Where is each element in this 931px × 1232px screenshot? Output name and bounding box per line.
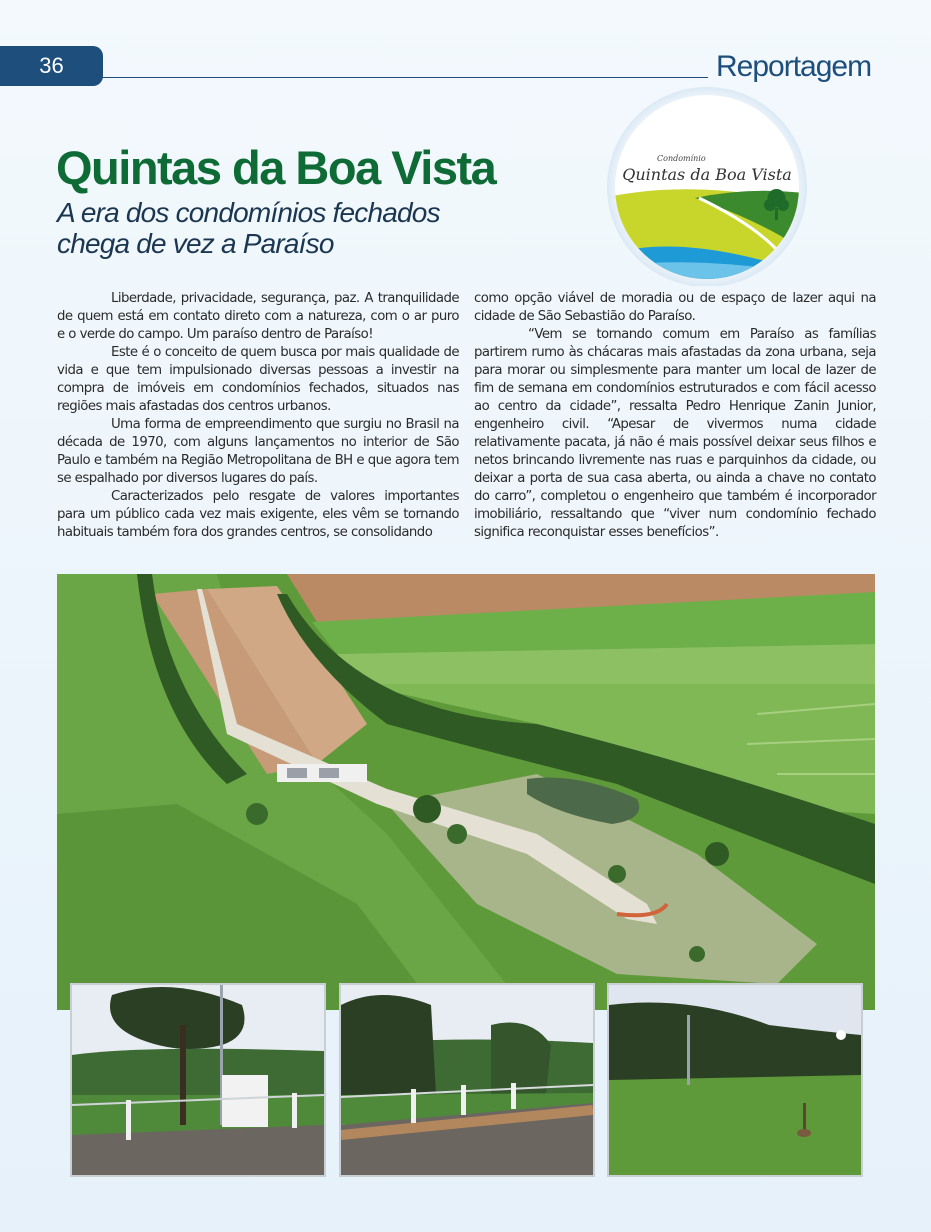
photo-fenced-road	[339, 983, 595, 1177]
subtitle-line-1: A era dos condomínios fechados	[57, 197, 440, 228]
logo-name: Quintas da Boa Vista	[622, 165, 792, 184]
header-rule	[100, 77, 708, 78]
photo-lawn	[607, 983, 863, 1177]
paragraph: Uma forma de empreendimento que surgiu no Brasil na década de 1970, com alguns lançamentos no interior de São Paulo e também na Região Metropolitana de BH e que agora tem se espalhado por diversos lugares do país.	[57, 417, 459, 486]
paragraph: Este é o conceito de quem busca por mais qualidade de vida e que tem impulsionado diversas pessoas a investir na compra de imóveis em condomínios fechados, situados nas regiões mais afastadas dos centros urbanos.	[57, 345, 459, 414]
section-label: Reportagem	[716, 50, 872, 83]
page-number: 36	[0, 46, 103, 86]
photo-gatehouse	[70, 983, 326, 1177]
logo-small-text: Condomínio	[657, 154, 706, 163]
paragraph: “Vem se tornando comum em Paraíso as famílias partirem rumo às chácaras mais afastadas da zona urbana, seja para morar ou simplesmente para manter um local de lazer de fim de semana em condomínios estruturados e com fácil acesso ao centro da cidade”, ressalta Pedro Henrique Zanin Junior, engenheiro civil. “Apesar de vivermos numa cidade relativamente pacata, já não é mais possível deixar seus filhos e netos brincando livremente nas ruas e parquinhos da cidade, ou deixar a porta de sua casa aberta, ou ainda a chave no contato do carro”, completou o engenheiro que também é incorporador imobiliário, ressaltando que “viver num condomínio fechado significa reconquistar esses benefícios”.	[474, 327, 876, 540]
paragraph: Liberdade, privacidade, segurança, paz. A tranquilidade de quem está em contato direto com a natureza, com o ar puro e o verde do campo. Um paraíso dentro de Paraíso!	[57, 291, 459, 342]
article-title: Quintas da Boa Vista	[56, 141, 496, 194]
subtitle-line-2: chega de vez a Paraíso	[57, 228, 334, 259]
aerial-photo	[57, 574, 875, 1010]
article-subtitle	[57, 197, 440, 259]
paragraph: como opção viável de moradia ou de espaço de lazer aqui na cidade de São Sebastião do Paraíso.	[474, 291, 876, 324]
paragraph: Caracterizados pelo resgate de valores importantes para um público cada vez mais exigente, eles vêm se tornando habituais também fora dos grandes centros, se consolidando	[57, 489, 459, 540]
body-column-left	[57, 290, 459, 542]
body-column-right	[474, 290, 876, 542]
condominium-logo	[603, 86, 811, 286]
